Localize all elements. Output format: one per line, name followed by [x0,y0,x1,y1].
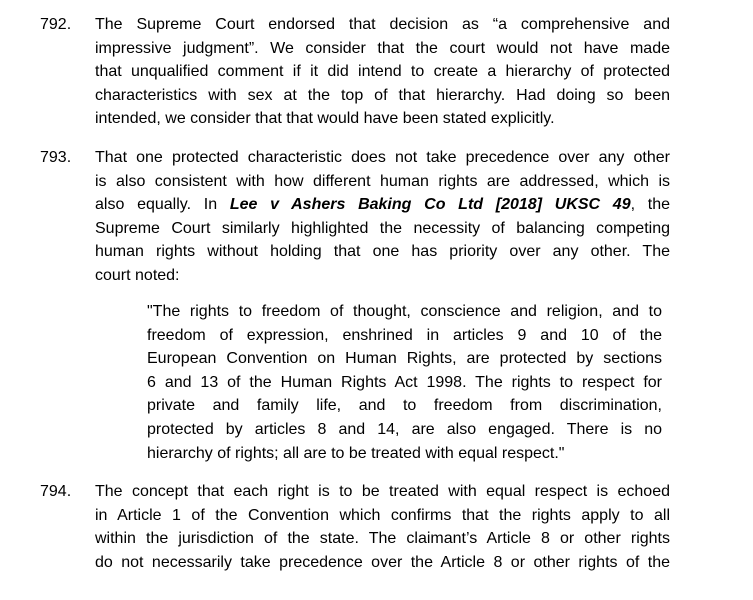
paragraph-line: within the jurisdiction of the state. The claimant’s Article 8 or other rights [95,530,670,548]
paragraph-body [95,13,670,131]
paragraph-line: in Article 1 of the Convention which confirms that the rights apply to all [95,506,670,524]
paragraph-line: characteristics with sex at the top of that hierarchy. Had doing so been [95,86,670,104]
paragraph-line: do not necessarily take precedence over the Article 8 or other rights of the [95,553,670,571]
quote-line: hierarchy of rights; all are to be treated with equal respect." [147,444,565,462]
paragraph-line: The Supreme Court endorsed that decision as “a comprehensive and [95,16,670,33]
quote-line: 6 and 13 of the Human Rights Act 1998. The rights to respect for [147,373,662,391]
paragraph-line-with-citation [95,193,670,217]
paragraph-line: Supreme Court similarly highlighted the necessity of balancing competing [95,219,670,237]
quote-line: "The rights to freedom of thought, conscience and religion, and to [147,303,662,320]
paragraph-line: that unqualified comment if it did intend to create a hierarchy of protected [95,63,670,81]
paragraph-number: 793. [40,149,72,166]
quote-line: European Convention on Human Rights, are protected by sections [147,350,662,368]
paragraph-number: 792. [40,16,72,33]
quote-line: freedom of expression, enshrined in articles 9 and 10 of the [147,326,662,344]
quote-line: protected by articles 8 and 14, are also engaged. There is no [147,420,662,438]
paragraph-number: 794. [40,483,72,500]
block-quote [147,300,662,465]
quote-line: private and family life, and to freedom from discrimination, [147,397,662,415]
citation-trail-text: , the [630,196,670,214]
paragraph-line: court noted: [95,266,180,284]
paragraph-line: is also consistent with how different human rights are addressed, which is [95,172,670,190]
citation-lead-text: also equally. In [95,196,218,214]
paragraph-line: human rights without holding that one has priority over any other. The [95,243,670,261]
paragraph-line: That one protected characteristic does not take precedence over any other [95,149,670,166]
paragraph-body [95,480,670,574]
paragraph-body [95,146,670,288]
paragraph-line: The concept that each right is to be treated with equal respect is echoed [95,483,670,500]
case-citation: Lee v Ashers Baking Co Ltd [2018] UKSC 49 [229,196,631,214]
paragraph-line: intended, we consider that that would have been stated explicitly. [95,110,555,128]
paragraph-line: impressive judgment”. We consider that the court would not have made [95,39,670,57]
